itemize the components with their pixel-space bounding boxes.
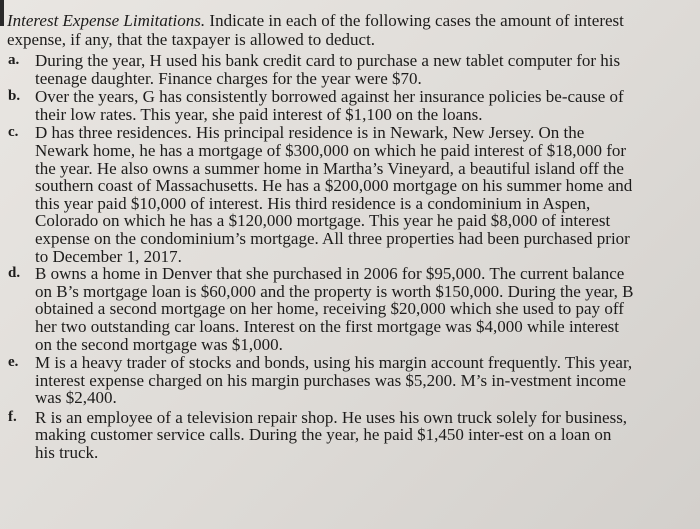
case-marker: d. [8, 265, 21, 282]
problem-heading: Interest Expense Limitations. [7, 11, 206, 30]
case-text: D has three residences. His principal residence is in Newark, New Jersey. On the Newark home, he has a mortgage of $300,000 on which he paid interest of $18,000 for the year. He also owns a summer home in Martha’s Vineyard, a beautiful island off the southern coast of Massachusetts. He has a $200,000 mortgage on his summer home and this year paid $10,000 of interest. His third residence is a condominium in Aspen, Colorado on which he has a $120,000 mortgage. This year he paid $8,000 of interest expense on the condominium’s mortgage. All three properties had been purchased prior to December 1, 2017. [35, 123, 633, 266]
case-marker: b. [8, 88, 21, 105]
case-marker: e. [8, 354, 19, 371]
case-marker: c. [8, 124, 19, 141]
case-text: B owns a home in Denver that she purchased in 2006 for $95,000. The current balance on B’s mortgage loan is $60,000 and the property is worth $150,000. During the year, B obtained a second mortgage on her home, receiving $20,000 which she used to pay off her two outstanding car loans. Interest on the first mortgage was $4,000 while interest on the second mortgage was $1,000. [35, 264, 634, 354]
case-marker: f. [8, 408, 17, 425]
case-text: M is a heavy trader of stocks and bonds, using his margin account frequently. This year, interest expense charged on his margin purchases was $5,200. M’s in-vestment income was $2,400. [35, 353, 633, 408]
case-list [0, 52, 700, 462]
problem-instructions: Indicate in each of the following cases the amount of interest expense, if any, that the taxpayer is allowed to deduct. [7, 11, 624, 49]
case-item-c [0, 124, 700, 265]
case-text: R is an employee of a television repair shop. He uses his own truck solely for business, making customer service calls. During the year, he paid $1,450 inter-est on a loan on his truck. [35, 407, 628, 463]
case-item-b [0, 88, 700, 123]
case-text: Over the years, G has consistently borrowed against her insurance policies be-cause of their low rates. This year, she paid interest of $1,100 on the loans. [35, 87, 624, 124]
case-item-e [0, 354, 700, 407]
case-item-f [0, 409, 700, 462]
case-item-d [0, 265, 700, 353]
margin-rule [0, 0, 4, 26]
case-text: During the year, H used his bank credit card to purchase a new tablet computer for his teenage daughter. Finance charges for the year were $70. [35, 51, 621, 88]
case-item-a [0, 52, 700, 87]
problem-intro [7, 12, 677, 49]
case-marker: a. [8, 52, 20, 68]
